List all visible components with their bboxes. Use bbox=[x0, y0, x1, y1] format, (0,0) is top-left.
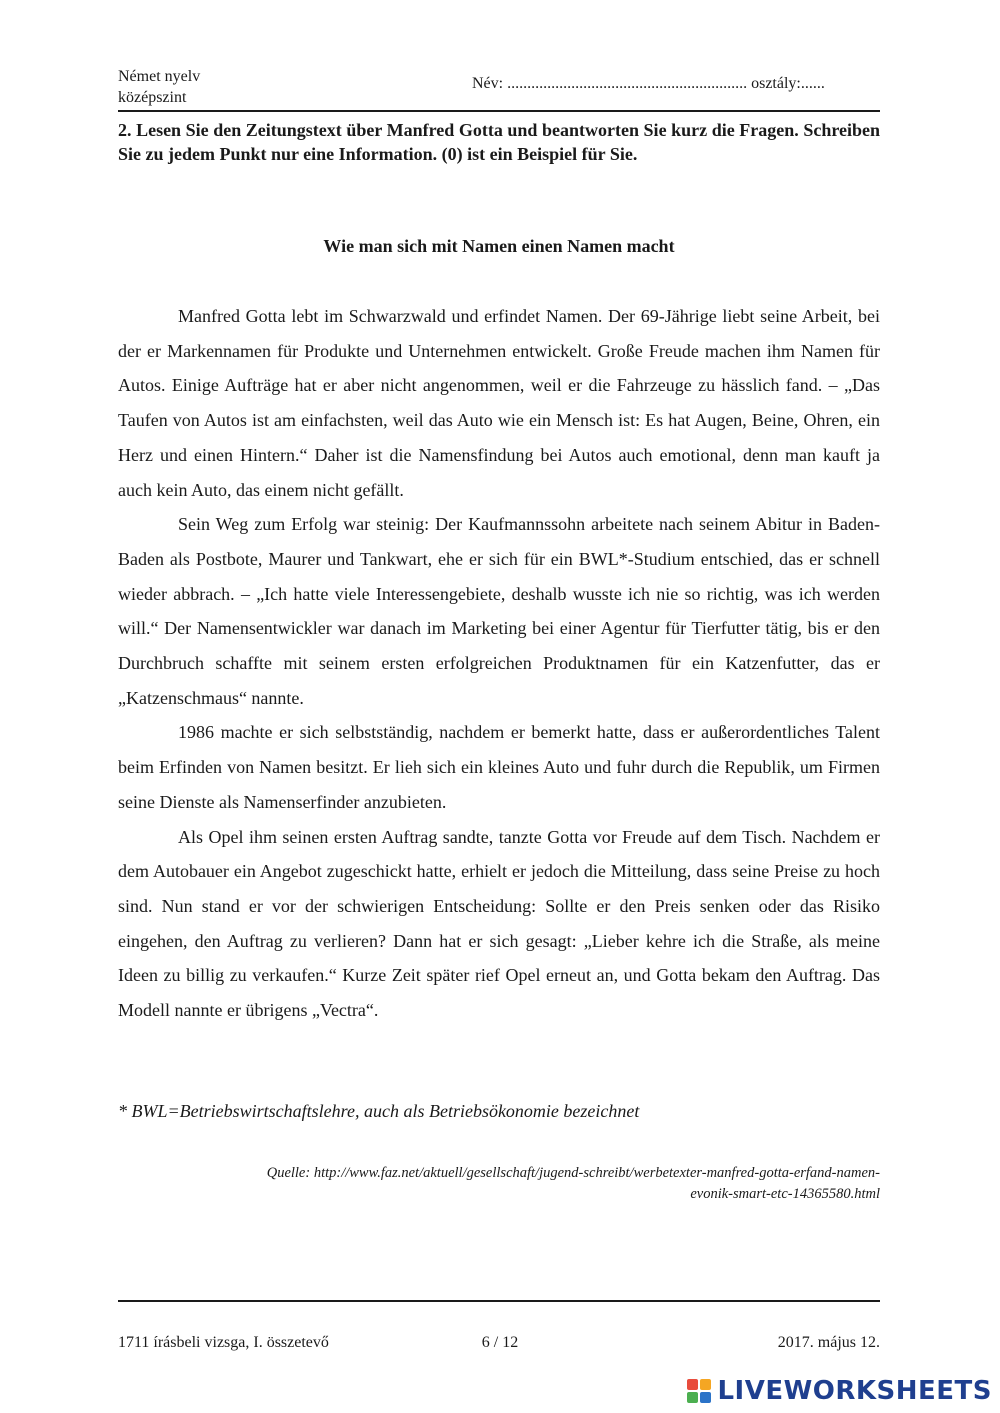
liveworksheets-watermark bbox=[687, 1376, 992, 1406]
header-divider bbox=[118, 110, 880, 112]
logo-square bbox=[687, 1379, 698, 1390]
article-paragraph: Sein Weg zum Erfolg war steinig: Der Kaufmannssohn arbeitete nach seinem Abitur in Baden-Baden als Postbote, Maurer und Tankwart, ehe er sich für ein BWL*-Studium entschied, das er schnell wieder abbrach. – „Ich hatte viele Interessengebiete, deshalb wusste ich nie so richtig, was ich werden will.“ Der Namensentwickler war danach im Marketing bei einer Agentur für Tierfutter tätig, bis er den Durchbruch schaffte mit seinem ersten erfolgreichen Produktnamen für ein Katzenfutter, das er „Katzenschmaus“ nannte. bbox=[118, 514, 880, 708]
page-number: 6 / 12 bbox=[481, 1334, 519, 1351]
article-paragraph: Manfred Gotta lebt im Schwarzwald und erfindet Namen. Der 69-Jährige liebt seine Arbeit, bei der er Markennamen für Produkte und Unternehmen entwickelt. Große Freude machen ihm Namen für Autos. Einige Aufträge hat er aber nicht angenommen, weil er die Fahrzeuge zu hässlich fand. – „Das Taufen von Autos ist am einfachsten, weil das Auto wie ein Mensch ist: Es hat Augen, Beine, Ohren, ein Herz und einen Hintern.“ Daher ist die Namensfindung bei Autos auch emotional, denn man kauft ja auch kein Auto, das einem nicht gefällt. bbox=[118, 306, 880, 500]
footer-exam-label: 1711 írásbeli vizsga, I. összetevő bbox=[118, 1334, 329, 1351]
article-title: Wie man sich mit Namen einen Namen macht bbox=[323, 236, 675, 256]
watermark-text: LIVEWORKSHEETS bbox=[717, 1376, 992, 1406]
article-paragraph: 1986 machte er sich selbstständig, nachdem er bemerkt hatte, dass er außerordentliches Talent beim Erfinden von Namen besitzt. Er lieh sich ein kleines Auto und fuhr durch die Republik, um Firmen seine Dienste als Namenserfinder anzubieten. bbox=[118, 722, 880, 812]
footer-date: 2017. május 12. bbox=[777, 1334, 880, 1351]
logo-square bbox=[700, 1392, 711, 1403]
article-body bbox=[118, 299, 880, 1028]
source-citation bbox=[118, 1163, 880, 1205]
header-name-field: Név: ............................................................ osztály:...... bbox=[472, 75, 825, 92]
liveworksheets-logo-icon bbox=[687, 1379, 711, 1403]
source-line-2: evonik-smart-etc-14365580.html bbox=[690, 1186, 880, 1202]
header-level: középszint bbox=[118, 89, 187, 106]
logo-square bbox=[687, 1392, 698, 1403]
source-line-1: Quelle: http://www.faz.net/aktuell/gesellschaft/jugend-schreibt/werbetexter-manfred-gotta-erfand-namen- bbox=[266, 1165, 880, 1181]
header-exam-info bbox=[118, 66, 200, 108]
logo-square bbox=[700, 1379, 711, 1390]
task-instruction: 2. Lesen Sie den Zeitungstext über Manfred Gotta und beantworten Sie kurz die Fragen. Schreiben Sie zu jedem Punkt nur eine Information. (0) ist ein Beispiel für Sie. bbox=[118, 120, 880, 164]
footnote: * BWL=Betriebswirtschaftslehre, auch als Betriebsökonomie bezeichnet bbox=[118, 1101, 640, 1121]
footer-divider bbox=[118, 1300, 880, 1302]
header-subject: Német nyelv bbox=[118, 68, 201, 85]
article-paragraph: Als Opel ihm seinen ersten Auftrag sandte, tanzte Gotta vor Freude auf dem Tisch. Nachdem er dem Autobauer ein Angebot zugeschickt hatte, erhielt er jedoch die Mitteilung, dass seine Preise zu hoch sind. Nun stand er vor der schwierigen Entscheidung: Sollte er den Preis senken oder das Risiko eingehen, den Auftrag zu verlieren? Dann hat er sich gesagt: „Lieber kehre ich die Straße, als meine Ideen zu billig zu verkaufen.“ Kurze Zeit später rief Opel erneut an, und Gotta bekam den Auftrag. Das Modell nannte er übrigens „Vectra“. bbox=[118, 826, 880, 1021]
